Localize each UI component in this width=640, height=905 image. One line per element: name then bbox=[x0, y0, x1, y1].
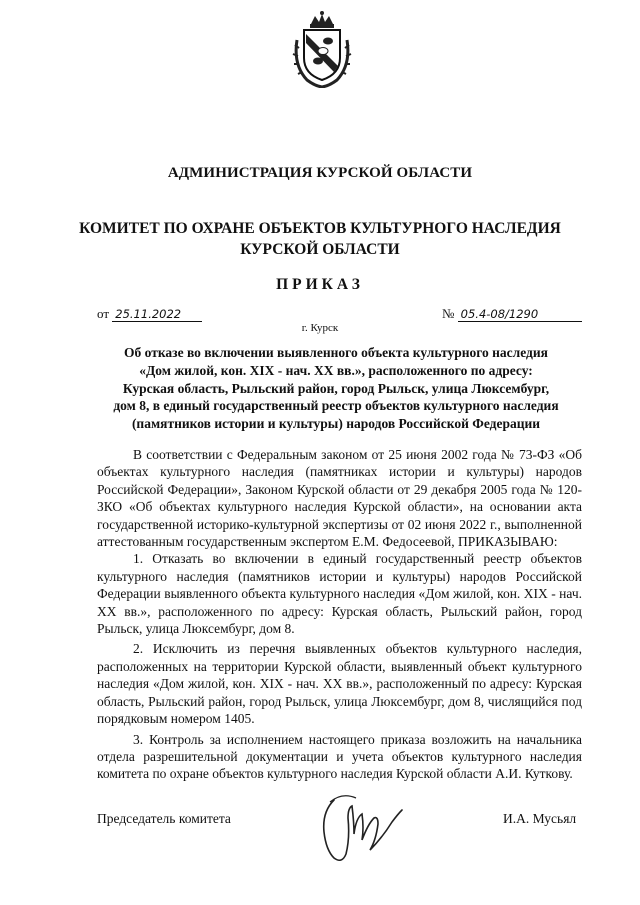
order-item-2: 2. Исключить из перечня выявленных объектов культурного наследия, расположенных на территории Курской области, выявленный объект культурного наследия «Дом жилой, кон. XIX - нач. XX вв.», расположенный по адресу: Курская область, Рыльский район, город Рыльск, улица Люксембург, дом 8, числящийся под порядковым номером 1405. bbox=[97, 641, 582, 727]
committee-title-line1: КОМИТЕТ ПО ОХРАНЕ ОБЪЕКТОВ КУЛЬТУРНОГО НАСЛЕДИЯ bbox=[79, 220, 561, 237]
order-date bbox=[97, 306, 202, 322]
number-value: 05.4-08/1290 bbox=[458, 308, 582, 322]
subject-line: Курская область, Рыльский район, город Рыльск, улица Люксембург, bbox=[122, 380, 550, 396]
city: г. Курск bbox=[301, 322, 339, 334]
signatory-position: Председатель комитета bbox=[97, 811, 231, 826]
signatory-name: И.А. Мусьял bbox=[503, 811, 577, 826]
coat-of-arms-icon bbox=[289, 10, 355, 88]
administration-title: АДМИНИСТРАЦИЯ КУРСКОЙ ОБЛАСТИ bbox=[167, 165, 473, 181]
date-prefix: от bbox=[97, 306, 110, 321]
order-subject bbox=[96, 344, 576, 433]
date-value: 25.11.2022 bbox=[112, 308, 202, 322]
intro-paragraph: В соответствии с Федеральным законом от 25 июня 2002 года № 73-ФЗ «Об объектах культурного наследия (памятниках истории и культуры) народов Российской Федерации», Законом Курской области от 29 декабря 2005 года № 120-ЗКО «Об объектах культурного наследия Курской области», на основании акта государственной историко-культурной экспертизы от 02 июня 2022 г., выполненной аттестованным государственным экспертом Е.М. Федосеевой, ПРИКАЗЫВАЮ: bbox=[97, 447, 582, 550]
number-prefix: № bbox=[442, 306, 455, 321]
subject-line: (памятников истории и культуры) народов Российской Федерации bbox=[131, 416, 541, 432]
handwritten-signature-icon bbox=[312, 788, 412, 868]
subject-line: дом 8, в единый государственный реестр объектов культурного наследия bbox=[113, 398, 559, 414]
order-number bbox=[442, 306, 582, 322]
order-item-1: 1. Отказать во включении в единый государственный реестр объектов культурного наследия (памятников истории и культуры) народов Российской Федерации выявленного объекта культурного наследия «Дом жилой, кон. XIX - нач. XX вв.», расположенного по адресу: Курская область, Рыльский район, город Рыльск, улица Люксембург, дом 8. bbox=[97, 551, 582, 637]
committee-title bbox=[0, 218, 640, 260]
committee-title-line2: КУРСКОЙ ОБЛАСТИ bbox=[240, 241, 400, 258]
subject-line: «Дом жилой, кон. XIX - нач. XX вв.», расположенного по адресу: bbox=[139, 362, 533, 378]
order-body bbox=[97, 446, 582, 783]
subject-line: Об отказе во включении выявленного объекта культурного наследия bbox=[124, 345, 548, 360]
document-type: ПРИКАЗ bbox=[276, 276, 364, 293]
order-item-3: 3. Контроль за исполнением настоящего приказа возложить на начальника отдела разрешительной документации и учета объектов культурного наследия комитета по охране объектов культурного наследия Курской области А.И. Куткову. bbox=[97, 731, 582, 782]
